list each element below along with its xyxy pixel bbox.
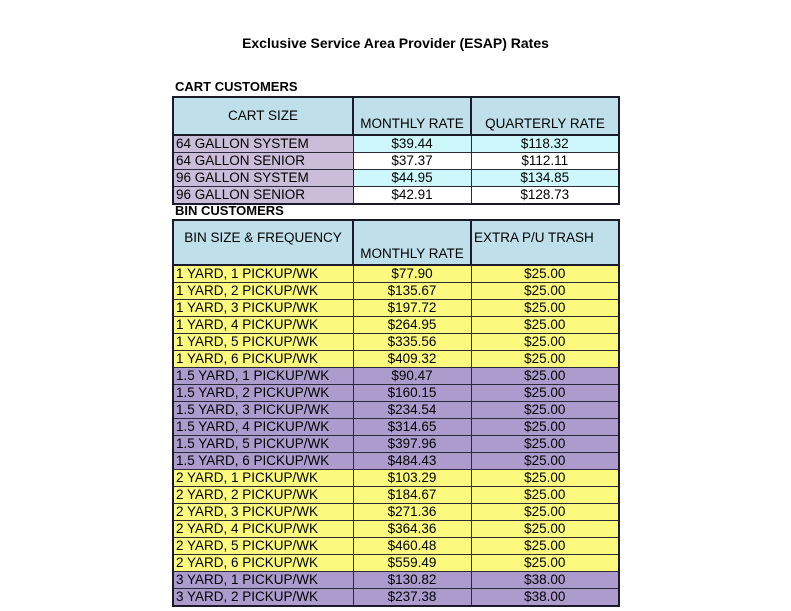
monthly-rate-cell: $77.90 (353, 265, 471, 283)
monthly-rate-cell: $397.96 (353, 436, 471, 453)
table-row (173, 170, 619, 187)
table-row (173, 555, 619, 572)
page-title: Exclusive Service Area Provider (ESAP) Rates (242, 35, 549, 51)
monthly-rate-cell: $160.15 (353, 385, 471, 402)
bin-size-cell: 1.5 YARD, 5 PICKUP/WK (173, 436, 353, 453)
bin-size-cell: 1.5 YARD, 6 PICKUP/WK (173, 453, 353, 470)
table-row (173, 521, 619, 538)
extra-pickup-cell: $25.00 (471, 334, 619, 351)
quarterly-rate-cell: $128.73 (471, 187, 619, 205)
extra-pickup-cell: $25.00 (471, 317, 619, 334)
extra-pickup-cell: $25.00 (471, 402, 619, 419)
bin-table-body (173, 265, 619, 606)
bin-size-cell: 1.5 YARD, 2 PICKUP/WK (173, 385, 353, 402)
table-row (173, 187, 619, 205)
bin-size-cell: 2 YARD, 6 PICKUP/WK (173, 555, 353, 572)
bin-size-header: BIN SIZE & FREQUENCY (173, 220, 353, 265)
table-row (173, 572, 619, 589)
quarterly-rate-cell: $134.85 (471, 170, 619, 187)
cart-size-cell: 64 GALLON SENIOR (173, 153, 353, 170)
monthly-rate-cell: $314.65 (353, 419, 471, 436)
quarterly-rate-header: QUARTERLY RATE (471, 97, 619, 135)
extra-pickup-cell: $25.00 (471, 538, 619, 555)
bin-size-cell: 1 YARD, 4 PICKUP/WK (173, 317, 353, 334)
cart-size-cell: 96 GALLON SYSTEM (173, 170, 353, 187)
monthly-rate-cell: $335.56 (353, 334, 471, 351)
extra-pickup-header: EXTRA P/U TRASH (471, 220, 619, 265)
table-row (173, 470, 619, 487)
table-row (173, 487, 619, 504)
bin-size-cell: 1 YARD, 3 PICKUP/WK (173, 300, 353, 317)
table-row (173, 419, 619, 436)
monthly-rate-cell: $364.36 (353, 521, 471, 538)
monthly-rate-cell: $39.44 (353, 135, 471, 153)
bin-header-row (173, 220, 619, 265)
cart-rates-table (172, 96, 620, 205)
monthly-rate-cell: $234.54 (353, 402, 471, 419)
table-row (173, 135, 619, 153)
bin-size-cell: 2 YARD, 3 PICKUP/WK (173, 504, 353, 521)
extra-pickup-cell: $25.00 (471, 351, 619, 368)
table-row (173, 402, 619, 419)
monthly-rate-cell: $197.72 (353, 300, 471, 317)
monthly-rate-cell: $44.95 (353, 170, 471, 187)
quarterly-rate-cell: $118.32 (471, 135, 619, 153)
monthly-rate-cell: $184.67 (353, 487, 471, 504)
monthly-rate-cell: $37.37 (353, 153, 471, 170)
monthly-rate-cell: $264.95 (353, 317, 471, 334)
bin-size-cell: 1 YARD, 6 PICKUP/WK (173, 351, 353, 368)
table-row (173, 334, 619, 351)
bin-section-label: BIN CUSTOMERS (175, 203, 284, 218)
bin-size-cell: 3 YARD, 1 PICKUP/WK (173, 572, 353, 589)
bin-size-cell: 1.5 YARD, 4 PICKUP/WK (173, 419, 353, 436)
bin-size-cell: 1.5 YARD, 1 PICKUP/WK (173, 368, 353, 385)
monthly-rate-cell: $237.38 (353, 589, 471, 607)
extra-pickup-cell: $25.00 (471, 470, 619, 487)
monthly-rate-cell: $271.36 (353, 504, 471, 521)
extra-pickup-cell: $25.00 (471, 436, 619, 453)
table-row (173, 300, 619, 317)
table-row (173, 453, 619, 470)
bin-size-cell: 2 YARD, 2 PICKUP/WK (173, 487, 353, 504)
extra-pickup-cell: $25.00 (471, 521, 619, 538)
extra-pickup-cell: $25.00 (471, 453, 619, 470)
cart-table-body (173, 135, 619, 204)
cart-section-label: CART CUSTOMERS (175, 79, 298, 94)
table-row (173, 283, 619, 300)
bin-size-cell: 2 YARD, 4 PICKUP/WK (173, 521, 353, 538)
cart-size-cell: 64 GALLON SYSTEM (173, 135, 353, 153)
monthly-rate-header: MONTHLY RATE (353, 97, 471, 135)
monthly-rate-cell: $42.91 (353, 187, 471, 205)
bin-size-cell: 1 YARD, 5 PICKUP/WK (173, 334, 353, 351)
table-row (173, 368, 619, 385)
extra-pickup-cell: $38.00 (471, 572, 619, 589)
table-row (173, 317, 619, 334)
extra-pickup-cell: $25.00 (471, 419, 619, 436)
bin-size-cell: 2 YARD, 1 PICKUP/WK (173, 470, 353, 487)
extra-pickup-cell: $25.00 (471, 487, 619, 504)
monthly-rate-cell: $103.29 (353, 470, 471, 487)
monthly-rate-cell: $559.49 (353, 555, 471, 572)
extra-pickup-cell: $25.00 (471, 368, 619, 385)
monthly-rate-cell: $409.32 (353, 351, 471, 368)
table-row (173, 265, 619, 283)
cart-size-cell: 96 GALLON SENIOR (173, 187, 353, 205)
extra-pickup-cell: $38.00 (471, 589, 619, 607)
bin-size-cell: 1.5 YARD, 3 PICKUP/WK (173, 402, 353, 419)
bin-size-cell: 2 YARD, 5 PICKUP/WK (173, 538, 353, 555)
extra-pickup-cell: $25.00 (471, 283, 619, 300)
extra-pickup-cell: $25.00 (471, 300, 619, 317)
quarterly-rate-cell: $112.11 (471, 153, 619, 170)
cart-size-header: CART SIZE (173, 97, 353, 135)
bin-size-cell: 1 YARD, 2 PICKUP/WK (173, 283, 353, 300)
table-row (173, 504, 619, 521)
table-row (173, 538, 619, 555)
extra-pickup-cell: $25.00 (471, 555, 619, 572)
extra-pickup-cell: $25.00 (471, 265, 619, 283)
bin-size-cell: 3 YARD, 2 PICKUP/WK (173, 589, 353, 607)
bin-rates-table (172, 219, 620, 607)
table-row (173, 351, 619, 368)
table-row (173, 436, 619, 453)
bin-size-cell: 1 YARD, 1 PICKUP/WK (173, 265, 353, 283)
monthly-rate-cell: $460.48 (353, 538, 471, 555)
monthly-rate-cell: $130.82 (353, 572, 471, 589)
extra-pickup-cell: $25.00 (471, 385, 619, 402)
monthly-rate-cell: $135.67 (353, 283, 471, 300)
bin-monthly-rate-header: MONTHLY RATE (353, 220, 471, 265)
table-row (173, 153, 619, 170)
cart-header-row (173, 97, 619, 135)
table-row (173, 589, 619, 607)
extra-pickup-cell: $25.00 (471, 504, 619, 521)
monthly-rate-cell: $484.43 (353, 453, 471, 470)
monthly-rate-cell: $90.47 (353, 368, 471, 385)
table-row (173, 385, 619, 402)
